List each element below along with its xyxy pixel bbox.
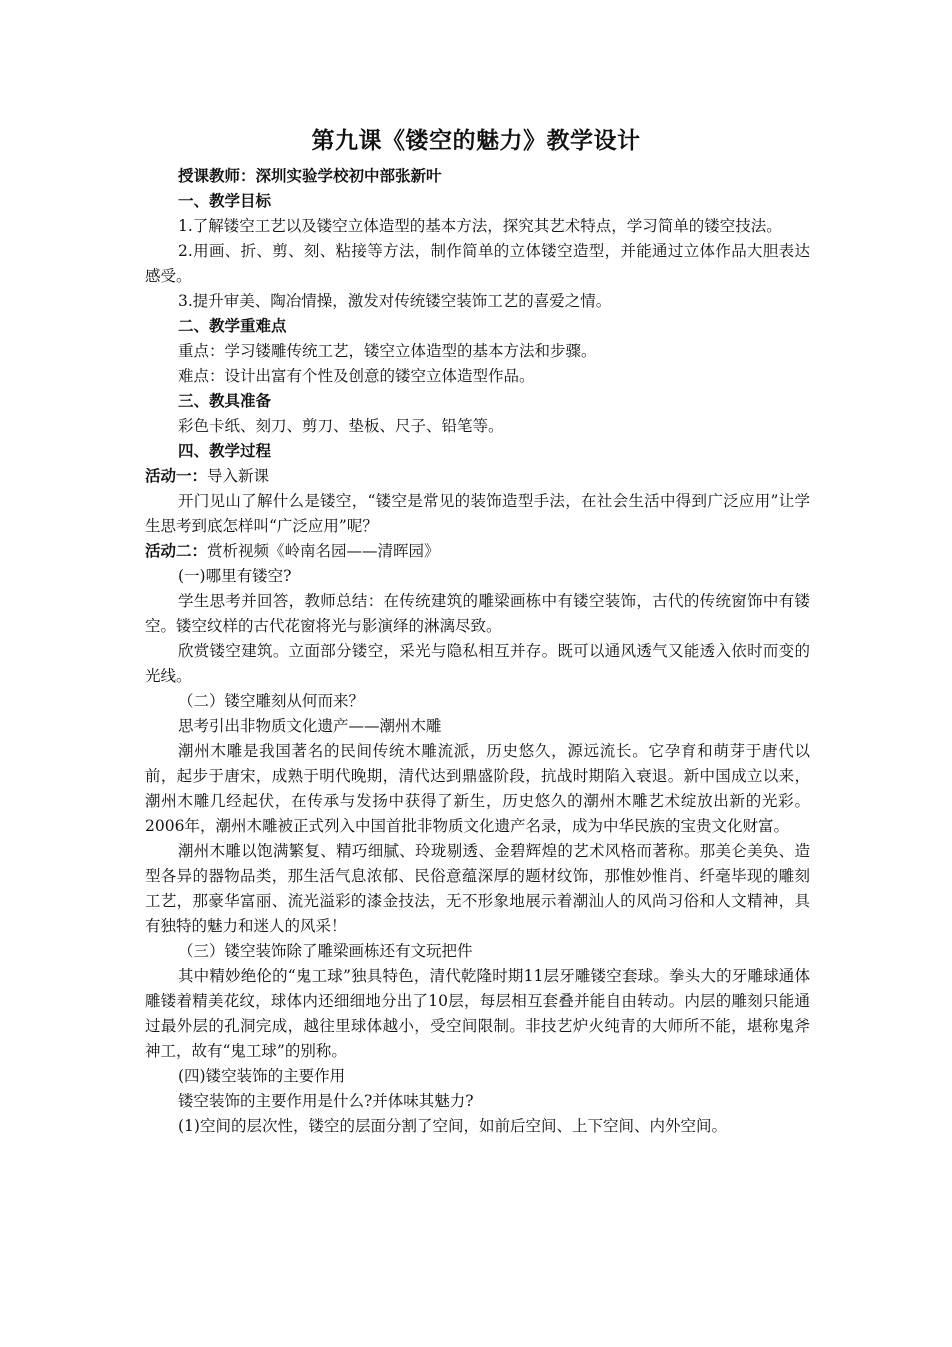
document-body bbox=[145, 164, 810, 1139]
tools-text: 彩色卡纸、刻刀、剪刀、垫板、尺子、铅笔等。 bbox=[178, 417, 504, 435]
paragraph-2: 欣赏镂空建筑。立面部分镂空，采光与隐私相互并存。既可以通风透气又能透入依时而变的光线。 bbox=[145, 642, 810, 685]
subheading-3: （三）镂空装饰除了雕梁画栋还有文玩把件 bbox=[178, 942, 473, 960]
goal-item-1: 1.了解镂空工艺以及镂空立体造型的基本方法，探究其艺术特点，学习简单的镂空技法。 bbox=[178, 217, 782, 235]
activity-1-text: 开门见山了解什么是镂空，“镂空是常见的装饰造型手法，在社会生活中得到广泛应用”让学生思考到底怎样叫“广泛应用”呢？ bbox=[145, 492, 810, 535]
activity-1-line bbox=[145, 464, 810, 489]
paragraph-8: (1)空间的层次性，镂空的层面分割了空间，如前后空间、上下空间、内外空间。 bbox=[178, 1117, 727, 1135]
goal-item-3: 3.提升审美、陶冶情操，激发对传统镂空装饰工艺的喜爱之情。 bbox=[178, 292, 612, 310]
subheading-1: (一)哪里有镂空? bbox=[178, 567, 292, 585]
tools-heading: 三、教具准备 bbox=[178, 392, 272, 410]
keypoints-focus: 重点：学习镂雕传统工艺，镂空立体造型的基本方法和步骤。 bbox=[178, 342, 597, 360]
activity-2-name: 赏析视频《岭南名园——清晖园》 bbox=[207, 542, 440, 560]
paragraph-4: 潮州木雕是我国著名的民间传统木雕流派，历史悠久，源远流长。它孕育和萌芽于唐代以前，起步于唐宋，成熟于明代晚期，清代达到鼎盛阶段，抗战时期陷入衰退。新中国成立以来，潮州木雕几经起伏，在传承与发扬中获得了新生，历史悠久的潮州木雕艺术绽放出新的光彩。2006年，潮州木雕被正式列入中国首批非物质文化遗产名录，成为中华民族的宝贵文化财富。 bbox=[145, 742, 810, 835]
paragraph-3: 思考引出非物质文化遗产——潮州木雕 bbox=[178, 717, 442, 735]
activity-2-label: 活动二： bbox=[145, 542, 208, 560]
teacher-line: 授课教师：深圳实验学校初中部张新叶 bbox=[178, 167, 442, 185]
activity-1-name: 导入新课 bbox=[207, 467, 270, 485]
goals-heading: 一、教学目标 bbox=[178, 192, 272, 210]
goal-item-2: 2.用画、折、剪、刻、粘接等方法，制作简单的立体镂空造型，并能通过立体作品大胆表达感受。 bbox=[145, 242, 810, 285]
keypoints-heading: 二、教学重难点 bbox=[178, 317, 287, 335]
activity-1-label: 活动一： bbox=[145, 467, 208, 485]
document-title: 第九课《镂空的魅力》教学设计 bbox=[311, 128, 641, 154]
activity-2-line bbox=[145, 539, 810, 564]
paragraph-6: 其中精妙绝伦的“鬼工球”独具特色，清代乾隆时期11层牙雕镂空套球。拳头大的牙雕球通体雕镂着精美花纹，球体内还细细地分出了10层，每层相互套叠并能自由转动。内层的雕刻只能通过最外层的孔洞完成，越往里球体越小，受空间限制。非技艺炉火纯青的大师所不能，堪称鬼斧神工，故有“鬼工球”的别称。 bbox=[145, 967, 810, 1060]
paragraph-5: 潮州木雕以饱满繁复、精巧细腻、玲珑剔透、金碧辉煌的艺术风格而著称。那美仑美奂、造型各异的器物品类，那生活气息浓郁、民俗意蕴深厚的题材纹饰，那惟妙惟肖、纤毫毕现的雕刻工艺，那豪华富丽、流光溢彩的漆金技法，无不形象地展示着潮汕人的风尚习俗和人文精神，具有独特的魅力和迷人的风采！ bbox=[145, 842, 810, 935]
subheading-4: (四)镂空装饰的主要作用 bbox=[178, 1067, 346, 1085]
paragraph-1: 学生思考并回答，教师总结：在传统建筑的雕梁画栋中有镂空装饰，古代的传统窗饰中有镂空。镂空纹样的古代花窗将光与影演绎的淋漓尽致。 bbox=[145, 592, 810, 635]
paragraph-7: 镂空装饰的主要作用是什么?并体味其魅力? bbox=[178, 1092, 474, 1110]
subheading-2: （二）镂空雕刻从何而来？ bbox=[178, 692, 365, 710]
keypoints-difficulty: 难点：设计出富有个性及创意的镂空立体造型作品。 bbox=[178, 367, 535, 385]
process-heading: 四、教学过程 bbox=[178, 442, 272, 460]
